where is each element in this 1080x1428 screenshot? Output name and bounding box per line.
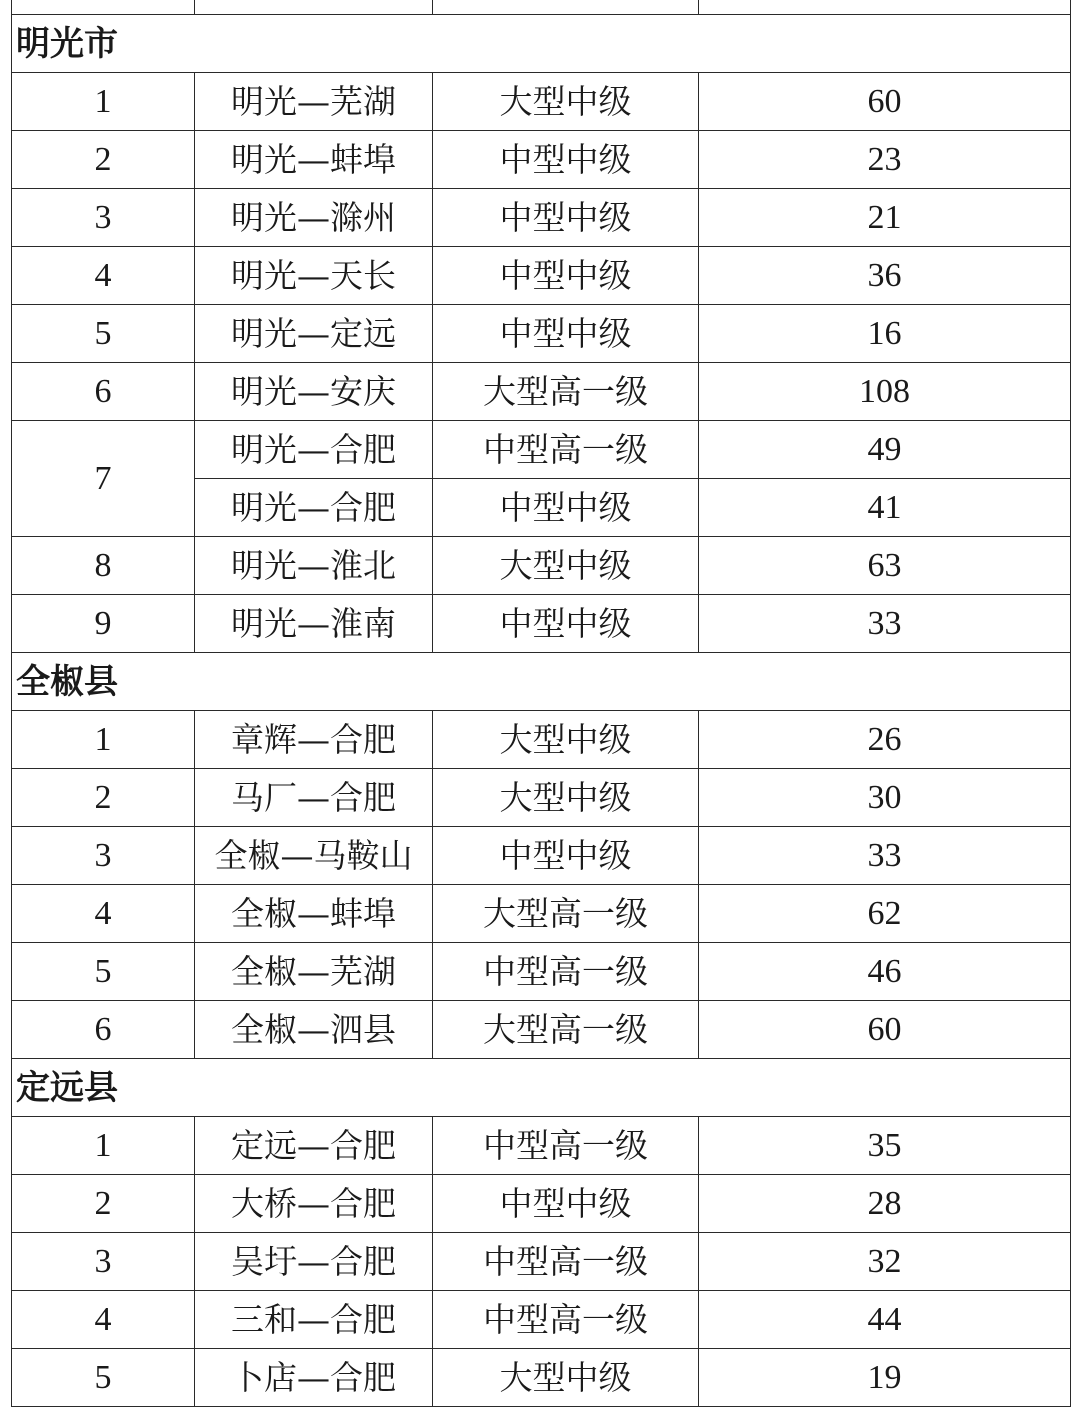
vehicle-grade: 大型高一级 <box>433 1001 699 1059</box>
vehicle-grade: 大型高一级 <box>433 885 699 943</box>
vehicle-grade: 中型中级 <box>433 827 699 885</box>
row-index: 1 <box>12 1117 195 1175</box>
row-index: 4 <box>12 247 195 305</box>
route-value: 108 <box>699 363 1071 421</box>
route-name: 明光—合肥 <box>195 479 433 537</box>
route-value: 62 <box>699 885 1071 943</box>
table-cell <box>433 0 699 15</box>
table-row <box>12 1117 1071 1175</box>
section-row <box>12 1059 1071 1117</box>
route-value: 33 <box>699 827 1071 885</box>
row-index: 5 <box>12 1349 195 1407</box>
route-value: 26 <box>699 711 1071 769</box>
table-row <box>12 189 1071 247</box>
section-row <box>12 653 1071 711</box>
vehicle-grade: 大型中级 <box>433 1349 699 1407</box>
row-index: 5 <box>12 943 195 1001</box>
route-table <box>11 0 1071 1407</box>
route-name: 马厂—合肥 <box>195 769 433 827</box>
route-value: 63 <box>699 537 1071 595</box>
route-value: 32 <box>699 1233 1071 1291</box>
vehicle-grade: 大型高一级 <box>433 363 699 421</box>
route-name: 吴圩—合肥 <box>195 1233 433 1291</box>
table-row <box>12 247 1071 305</box>
route-name: 全椒—芜湖 <box>195 943 433 1001</box>
route-value: 44 <box>699 1291 1071 1349</box>
row-index: 1 <box>12 711 195 769</box>
table-row <box>12 711 1071 769</box>
route-value: 41 <box>699 479 1071 537</box>
vehicle-grade: 中型高一级 <box>433 1117 699 1175</box>
row-index: 6 <box>12 1001 195 1059</box>
row-index: 2 <box>12 1175 195 1233</box>
route-value: 33 <box>699 595 1071 653</box>
vehicle-grade: 中型中级 <box>433 1175 699 1233</box>
vehicle-grade: 中型高一级 <box>433 421 699 479</box>
route-name: 大桥—合肥 <box>195 1175 433 1233</box>
section-title: 定远县 <box>12 1059 1071 1117</box>
table-row <box>12 1349 1071 1407</box>
table-row <box>12 363 1071 421</box>
route-value: 30 <box>699 769 1071 827</box>
row-index: 3 <box>12 1233 195 1291</box>
table-row <box>12 1175 1071 1233</box>
vehicle-grade: 中型中级 <box>433 595 699 653</box>
route-name: 全椒—马鞍山 <box>195 827 433 885</box>
route-value: 21 <box>699 189 1071 247</box>
section-title: 明光市 <box>12 15 1071 73</box>
vehicle-grade: 中型高一级 <box>433 1291 699 1349</box>
vehicle-grade: 大型中级 <box>433 711 699 769</box>
route-name: 明光—芜湖 <box>195 73 433 131</box>
row-index: 7 <box>12 421 195 537</box>
table-row <box>12 421 1071 479</box>
route-value: 35 <box>699 1117 1071 1175</box>
vehicle-grade: 大型中级 <box>433 537 699 595</box>
route-name: 章辉—合肥 <box>195 711 433 769</box>
table-cell <box>12 0 195 15</box>
table-row <box>12 827 1071 885</box>
route-value: 46 <box>699 943 1071 1001</box>
table-row <box>12 769 1071 827</box>
route-value: 16 <box>699 305 1071 363</box>
row-index: 2 <box>12 769 195 827</box>
table-row <box>12 1291 1071 1349</box>
section-title: 全椒县 <box>12 653 1071 711</box>
row-index: 5 <box>12 305 195 363</box>
section-row <box>12 15 1071 73</box>
route-name: 明光—淮北 <box>195 537 433 595</box>
route-name: 明光—蚌埠 <box>195 131 433 189</box>
route-value: 60 <box>699 73 1071 131</box>
route-name: 卜店—合肥 <box>195 1349 433 1407</box>
vehicle-grade: 大型中级 <box>433 769 699 827</box>
table-row <box>12 885 1071 943</box>
route-name: 全椒—泗县 <box>195 1001 433 1059</box>
table-row <box>12 537 1071 595</box>
route-name: 三和—合肥 <box>195 1291 433 1349</box>
row-index: 1 <box>12 73 195 131</box>
vehicle-grade: 中型高一级 <box>433 943 699 1001</box>
route-name: 明光—淮南 <box>195 595 433 653</box>
vehicle-grade: 中型中级 <box>433 479 699 537</box>
route-value: 60 <box>699 1001 1071 1059</box>
vehicle-grade: 中型中级 <box>433 305 699 363</box>
row-index: 3 <box>12 189 195 247</box>
row-index: 4 <box>12 1291 195 1349</box>
vehicle-grade: 中型高一级 <box>433 1233 699 1291</box>
row-index: 2 <box>12 131 195 189</box>
vehicle-grade: 中型中级 <box>433 189 699 247</box>
vehicle-grade: 大型中级 <box>433 73 699 131</box>
route-name: 明光—安庆 <box>195 363 433 421</box>
route-value: 28 <box>699 1175 1071 1233</box>
table-row <box>12 1233 1071 1291</box>
table-row <box>12 595 1071 653</box>
route-value: 23 <box>699 131 1071 189</box>
route-name: 明光—合肥 <box>195 421 433 479</box>
table-row <box>12 73 1071 131</box>
vehicle-grade: 中型中级 <box>433 247 699 305</box>
route-value: 49 <box>699 421 1071 479</box>
row-index: 9 <box>12 595 195 653</box>
table-cell <box>195 0 433 15</box>
route-name: 明光—定远 <box>195 305 433 363</box>
table-row <box>12 131 1071 189</box>
row-index: 3 <box>12 827 195 885</box>
route-value: 19 <box>699 1349 1071 1407</box>
table-row <box>12 305 1071 363</box>
table-row <box>12 1001 1071 1059</box>
route-name: 全椒—蚌埠 <box>195 885 433 943</box>
route-value: 36 <box>699 247 1071 305</box>
vehicle-grade: 中型中级 <box>433 131 699 189</box>
route-name: 明光—滁州 <box>195 189 433 247</box>
table-cell <box>699 0 1071 15</box>
row-index: 4 <box>12 885 195 943</box>
table-row-partial <box>12 0 1071 15</box>
row-index: 6 <box>12 363 195 421</box>
route-name: 定远—合肥 <box>195 1117 433 1175</box>
route-name: 明光—天长 <box>195 247 433 305</box>
table-row <box>12 943 1071 1001</box>
row-index: 8 <box>12 537 195 595</box>
